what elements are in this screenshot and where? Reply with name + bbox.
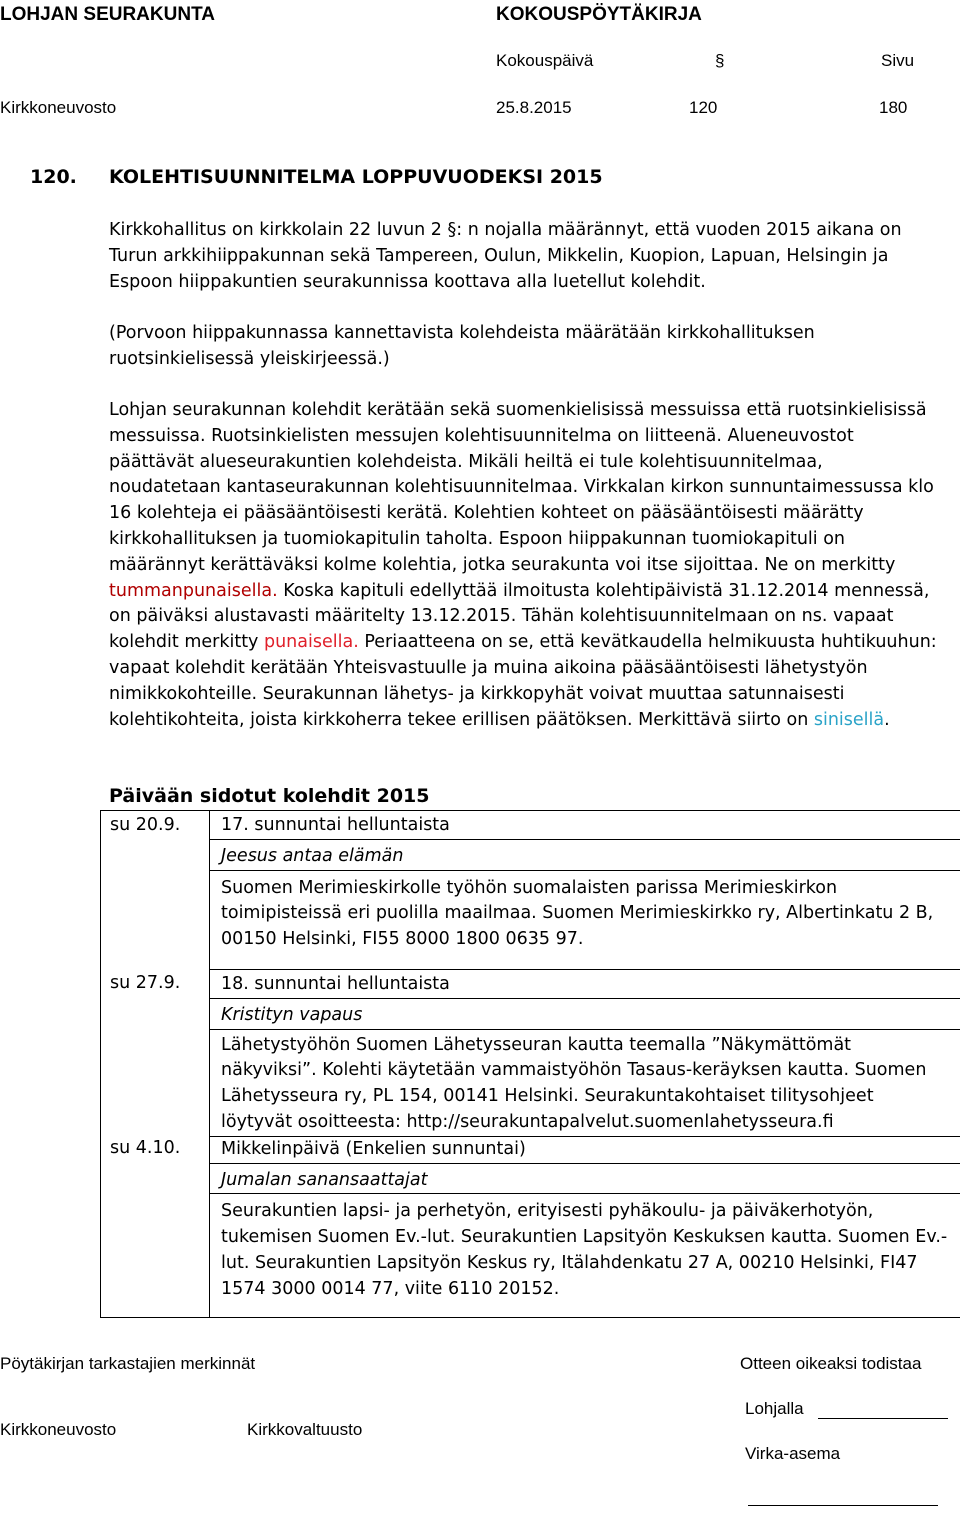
page-number: 180: [879, 98, 908, 117]
table-row: [101, 870, 960, 969]
section-number: 120: [689, 98, 718, 117]
collection-description: Suomen Merimieskirkolle työhön suomalaisten parissa Merimieskirkon toimipisteissä eri puolilla maailmaa. Suomen Merimieskirkko ry, Albertinkatu 2 B, 00150 Helsinki, FI55 8000 1800 0635 97.: [210, 870, 960, 969]
table-row: [101, 1194, 960, 1317]
table-row: [101, 1136, 960, 1163]
position-label: Virka-asema: [745, 1444, 841, 1463]
collection-description: Lähetystyöhön Suomen Lähetysseuran kautta teemalla ”Näkymättömät näkyviksi”. Kolehti käytetään vammaistyöhön Tasaus-keräyksen kautta. Suomen Lähetysseura ry, PL 154, 00141 Helsinki. Seurakuntakohtaiset tilitysohjeet löytyvät osoitteesta: http://seurakuntapalvelut.suomenlahetysseura.fi: [210, 1029, 960, 1136]
table-row: [101, 1029, 960, 1136]
table-row: [101, 811, 960, 840]
table-row: [101, 969, 960, 998]
red-highlight: punaisella.: [263, 632, 359, 653]
collection-theme: Jumalan sanansaattajat: [210, 1163, 960, 1194]
collection-theme: Jeesus antaa elämän: [210, 839, 960, 870]
text-run: .: [884, 709, 890, 730]
collection-day: 18. sunnuntai helluntaista: [210, 969, 960, 998]
certified-copy-label: Otteen oikeaksi todistaa: [740, 1354, 922, 1373]
text-run: Lohjan seurakunnan kolehdit kerätään sekä suomenkielisissä messuissa että ruotsinkielisissä messuissa. Ruotsinkielisten messujen kolehtisuunnitelma on liitteenä. Alueneuvostot päättävät alueseurakuntien kolehdeista. Mikäli heiltä ei tule kolehtisuunnitelmaa, noudatetaan kantaseurakunnan kolehtisuunnitelmaa. Virkkalan kirkon sunnuntaimessussa klo 16 kolehteja ei pääsääntöisesti kerätä. Kolehtien kohteet on pääsääntöisesti määrätty kirkkohallituksen ja tuomiokapitulin taholta. Espoon hiippakunnan tuomiokapituli on määrännyt kerättäväksi kolme kolehtia, jotka seurakunta voi itse sijoittaa. Ne on merkitty: [109, 400, 934, 575]
collection-description: Seurakuntien lapsi- ja perhetyön, erityisesti pyhäkoulu- ja päiväkerhotyön, tukemisen Suomen Ev.-lut. Seurakuntien Lapsityön Keskuksen kautta. Suomen Ev.-lut. Seurakuntien Lapsityön Keskus ry, Itälahdenkatu 27 A, 00210 Helsinki, FI47 1574 3000 0014 77, viite 6110 20152.: [210, 1194, 960, 1317]
paragraph-lohja: [109, 398, 939, 733]
table-row: [101, 1163, 960, 1194]
blue-highlight: sinisellä: [813, 709, 885, 730]
signature-line: [748, 1505, 938, 1506]
collection-day: Mikkelinpäivä (Enkelien sunnuntai): [210, 1136, 960, 1163]
paragraph-legal-basis: Kirkkohallitus on kirkkolain 22 luvun 2 §: n nojalla määrännyt, että vuoden 2015 aikana on Turun arkkihiippakunnan sekä Tampereen, Oulun, Mikkelin, Kuopion, Lapuan, Helsingin ja Espoon hiippakuntien seurakunnissa koottava alla luetellut kolehdit.: [109, 220, 902, 292]
inspectors-notes-label: Pöytäkirjan tarkastajien merkinnät: [0, 1354, 256, 1373]
page-label: Sivu: [881, 51, 915, 70]
document-type: KOKOUSPÖYTÄKIRJA: [496, 4, 702, 25]
footer-body-church-council: Kirkkovaltuusto: [247, 1420, 363, 1439]
table-row: [101, 998, 960, 1029]
meeting-date-label: Kokouspäivä: [496, 51, 594, 70]
section-heading: Päivään sidotut kolehdit 2015: [109, 785, 430, 807]
collection-theme: Kristityn vapaus: [210, 998, 960, 1029]
meeting-date: 25.8.2015: [496, 98, 572, 117]
item-number: 120.: [30, 166, 77, 188]
org-name: LOHJAN SEURAKUNTA: [0, 4, 215, 25]
footer-body-parish-council: Kirkkoneuvosto: [0, 1420, 117, 1439]
item-title: KOLEHTISUUNNITELMA LOPPUVUODEKSI 2015: [109, 166, 603, 188]
meeting-body: Kirkkoneuvosto: [0, 98, 117, 117]
paragraph-porvoo: (Porvoon hiippakunnassa kannettavista kolehdeista määrätään kirkkohallituksen ruotsinkielisessä yleiskirjeessä.): [109, 323, 815, 369]
section-mark: §: [715, 51, 725, 70]
place-label: Lohjalla: [745, 1399, 804, 1418]
collection-date: su 4.10.: [101, 1136, 210, 1317]
collection-date: su 27.9.: [101, 969, 210, 1136]
collection-date: su 20.9.: [101, 811, 210, 970]
text-run: Koska kapituli edellyttää ilmoitusta kolehtipäivistä 31.12.2014 mennessä, on päiväksi alustavasti määritelty 13.12.2015. Tähän kolehtisuunnitelmaan on ns. vapaat kolehdit merkitty: [109, 580, 930, 653]
dark-red-highlight: tummanpunaisella.: [109, 580, 278, 601]
collections-table: [100, 810, 960, 1318]
place-signature-line: [818, 1418, 948, 1419]
text-run: Periaatteena on se, että kevätkaudella helmikuusta huhtikuuhun: vapaat kolehdit kerätään Yhteisvastuulle ja muina aikoina pääsääntöisesti lähetystyön nimikkokohteille. Seurakunnan lähetys- ja kirkkopyhät voivat muuttaa satunnaisesti kolehtikohteita, joista kirkkoherra tekee erillisen päätöksen. Merkittävä siirto on: [109, 632, 937, 730]
collection-day: 17. sunnuntai helluntaista: [210, 811, 960, 840]
table-row: [101, 839, 960, 870]
